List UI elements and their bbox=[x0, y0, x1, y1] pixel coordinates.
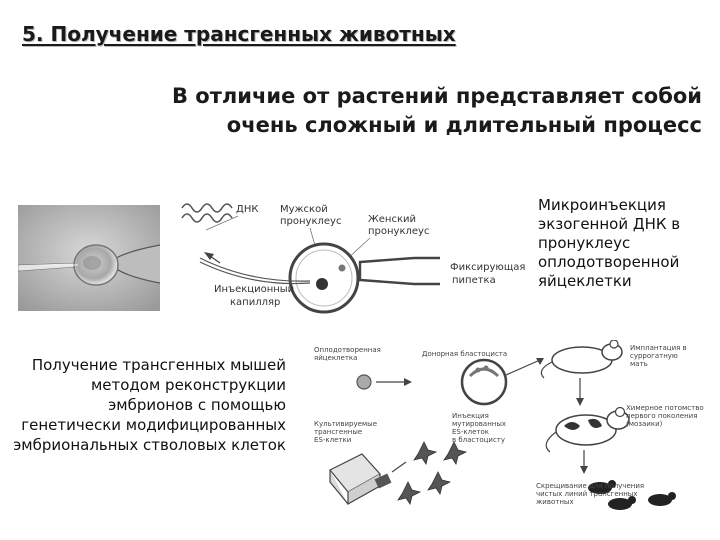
dna-strand-icon bbox=[182, 204, 232, 212]
label-donor-blastocyst: Донорная бластоциста bbox=[422, 350, 508, 358]
label-male-pronucleus-2: пронуклеус bbox=[280, 216, 342, 227]
label-injection-3: ES-клеток bbox=[452, 428, 489, 436]
microinjection-caption: Микроинъекция экзогенной ДНК в пронуклеус оплодотворенной яйцеклетки bbox=[538, 196, 681, 290]
es-cells-icon bbox=[398, 442, 466, 504]
slide-title bbox=[22, 22, 456, 46]
label-injection-capillary-1: Инъекционный bbox=[214, 284, 295, 295]
label-blastocyst-2: яйцеклетка bbox=[314, 354, 358, 362]
chimeric-mouse-icon bbox=[546, 408, 629, 453]
label-male-pronucleus-1: Мужской bbox=[280, 204, 328, 215]
female-pronucleus bbox=[339, 265, 346, 272]
label-chimeric-3: (мозаики) bbox=[626, 420, 663, 428]
label-cultured-2: трансгенные bbox=[314, 428, 363, 436]
slide-title-text: . Получение трансгенных животных bbox=[35, 22, 456, 46]
label-female-pronucleus-1: Женский bbox=[368, 214, 416, 225]
subtitle-line-1: В отличие от растений представляет собой bbox=[171, 84, 702, 108]
label-female-pronucleus-2: пронуклеус bbox=[368, 226, 430, 237]
label-chimeric-1: Химерное потомство bbox=[626, 404, 704, 412]
es-cell-chimera-diagram bbox=[300, 340, 712, 535]
fertilized-egg bbox=[357, 375, 371, 389]
label-cultured-1: Культивируемые bbox=[314, 420, 378, 428]
label-implant-1: Имплантация в bbox=[630, 344, 687, 352]
slide-title-number: 5 bbox=[22, 22, 36, 46]
male-pronucleus bbox=[316, 278, 328, 290]
microinjection-photo bbox=[18, 205, 160, 311]
label-injection-capillary-2: капилляр bbox=[230, 297, 281, 308]
holding-pipette bbox=[360, 258, 414, 284]
label-injection-4: в бластоцисту bbox=[452, 436, 506, 444]
surrogate-mouse-icon bbox=[541, 340, 622, 378]
label-implant-3: мать bbox=[630, 360, 648, 368]
label-crossing-1: Скрещивание для получения bbox=[536, 482, 645, 490]
label-chimeric-2: первого поколения bbox=[626, 412, 698, 420]
label-holding-pipette-2: пипетка bbox=[452, 275, 496, 286]
es-cells-caption: Получение трансгенных мышей методом реконструкции эмбрионов с помощью генетически модифицированных эмбриональных стволовых клеток bbox=[13, 356, 286, 454]
label-cultured-3: ES-клетки bbox=[314, 436, 352, 444]
label-dna: ДНК bbox=[236, 204, 259, 215]
subtitle-line-2: очень сложный и длительный процесс bbox=[226, 113, 702, 137]
slide-subtitle bbox=[62, 82, 702, 140]
label-injection-2: мутированных bbox=[452, 420, 507, 428]
label-holding-pipette-1: Фиксирующая bbox=[450, 262, 526, 273]
label-injection-1: Инъекция bbox=[452, 412, 489, 420]
label-implant-2: суррогатную bbox=[630, 352, 678, 360]
label-blastocyst-1: Оплодотворенная bbox=[314, 346, 381, 354]
label-crossing-3: животных bbox=[536, 498, 574, 506]
pronucleus-injection-diagram bbox=[170, 188, 530, 318]
culture-flask-icon bbox=[330, 454, 391, 504]
label-crossing-2: чистых линий трансгенных bbox=[536, 490, 638, 498]
